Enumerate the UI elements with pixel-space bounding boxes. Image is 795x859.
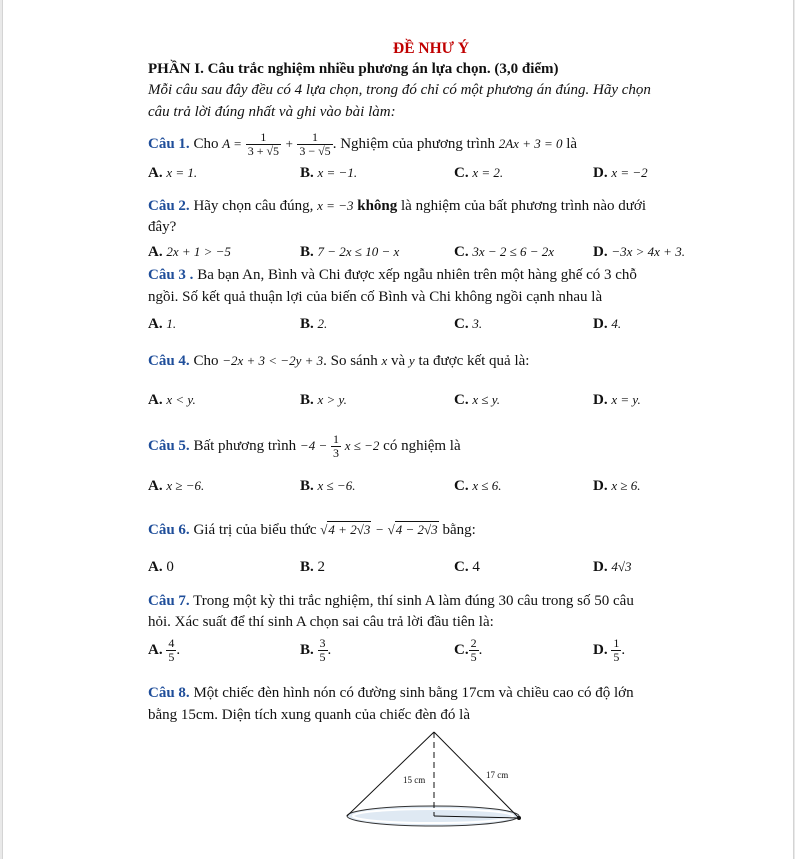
question-label: Câu 8. — [148, 685, 190, 701]
question-8-line-2: bằng 15cm. Diện tích xung quanh của chiếc đèn đó là — [148, 707, 470, 723]
question-7-line-2: hỏi. Xác suất để thí sinh A chọn sai câu trả lời đầu tiên là: — [148, 614, 494, 630]
math-var: x — [381, 353, 388, 368]
question-text: bằng: — [442, 522, 476, 538]
option-d[interactable]: D. −3x > 4x + 3. — [593, 244, 685, 260]
fraction: $\frac{1}{3 + √5}$ — [247, 130, 280, 158]
option-d[interactable]: D. $\frac{1}{5}$ . — [593, 636, 626, 664]
height-label: 15 cm — [403, 775, 426, 785]
question-label: Câu 2. — [148, 198, 190, 214]
option-c[interactable]: C. 3x − 2 ≤ 6 − 2x — [454, 244, 555, 260]
option-d[interactable]: D. x ≥ 6. — [593, 478, 641, 494]
question-text: Bất phương trình — [193, 437, 297, 454]
question-8 — [148, 684, 634, 702]
instruction-line-2: câu trả lời đúng nhất và ghi vào bài làm: — [148, 104, 396, 120]
question-text: là — [566, 135, 578, 152]
question-text: Giá trị của biểu thức — [193, 522, 317, 538]
radical: √4 − 2√3 — [387, 522, 438, 537]
option-c[interactable]: C. x ≤ 6. — [454, 478, 502, 494]
question-5 — [148, 433, 461, 460]
question-text: Hãy chọn câu đúng, — [193, 198, 314, 214]
option-a[interactable]: A. x ≥ −6. — [148, 478, 205, 494]
fraction: $\frac{1}{3 - √5}$ — [299, 130, 331, 158]
option-a[interactable]: A. x = 1. — [148, 165, 198, 181]
cone-slant-left — [347, 732, 434, 816]
math-operator: − — [375, 522, 384, 537]
option-c[interactable]: C. x ≤ y. — [454, 392, 501, 408]
option-b[interactable]: B. x = −1. — [300, 165, 358, 181]
question-text: ta được kết quả là: — [418, 353, 530, 369]
question-text: có nghiệm là — [383, 437, 461, 454]
section-heading: PHẦN I. Câu trắc nghiệm nhiều phương án lựa chọn. (3,0 điểm) — [148, 61, 559, 77]
document-page — [2, 0, 794, 859]
cone-figure — [338, 728, 548, 828]
option-c[interactable]: C. x = 2. — [454, 165, 504, 181]
question-label: Câu 1. — [148, 135, 190, 152]
option-a[interactable]: A. 2x + 1 > −5 — [148, 244, 231, 260]
option-a[interactable]: A. 0 — [148, 559, 174, 575]
question-label: Câu 7. — [148, 593, 190, 609]
option-d[interactable]: D. x = −2 — [593, 165, 648, 181]
option-a[interactable]: A. 1. — [148, 316, 177, 332]
math-operator: + — [284, 135, 294, 151]
question-3-line-2: ngồi. Số kết quả thuận lợi của biến cố Bình và Chi không ngồi cạnh nhau là — [148, 289, 603, 305]
question-2-line-2: đây? — [148, 219, 177, 235]
question-label: Câu 3 . — [148, 267, 194, 283]
math-var: y — [408, 353, 415, 368]
question-7 — [148, 592, 634, 610]
question-text: là nghiệm của bất phương trình nào dưới — [401, 198, 647, 214]
option-b[interactable]: B. x > y. — [300, 392, 347, 408]
fraction: $\frac{1}{3}$ — [332, 432, 339, 460]
question-text: Ba bạn An, Bình và Chi được xếp ngẫu nhiên trên một hàng ghế có 3 chỗ — [197, 267, 637, 283]
question-text: Trong một kỳ thi trắc nghiệm, thí sinh A làm đúng 30 câu trong số 50 câu — [193, 593, 634, 609]
option-c[interactable]: C. $\frac{2}{5}$ . — [454, 636, 483, 664]
question-text: Cho — [193, 135, 219, 152]
question-3 — [148, 266, 637, 284]
question-label: Câu 6. — [148, 522, 190, 538]
question-1 — [148, 131, 577, 158]
question-text: Cho — [193, 353, 219, 369]
exam-title: ĐỀ NHƯ Ý — [393, 40, 470, 57]
math-expr: A = — [222, 135, 242, 151]
question-text: và — [390, 353, 406, 369]
question-2 — [148, 197, 646, 215]
option-b[interactable]: B. $\frac{3}{5}$ . — [300, 636, 332, 664]
question-label: Câu 4. — [148, 353, 190, 369]
question-text: . Nghiệm của phương trình — [332, 135, 495, 152]
math-expr: −2x + 3 < −2y + 3 — [222, 353, 324, 368]
option-b[interactable]: B. x ≤ −6. — [300, 478, 356, 494]
option-a[interactable]: A. $\frac{4}{5}$ . — [148, 636, 181, 664]
slant-label: 17 cm — [486, 770, 509, 780]
question-4 — [148, 352, 529, 370]
option-a[interactable]: A. x < y. — [148, 392, 196, 408]
question-6 — [148, 521, 476, 539]
question-text: . So sánh — [323, 353, 378, 369]
option-b[interactable]: B. 2 — [300, 559, 326, 575]
option-d[interactable]: D. 4√3 — [593, 559, 632, 575]
question-label: Câu 5. — [148, 437, 190, 454]
radical: √4 + 2√3 — [320, 522, 371, 537]
option-c[interactable]: C. 3. — [454, 316, 483, 332]
option-b[interactable]: B. 2. — [300, 316, 328, 332]
option-d[interactable]: D. 4. — [593, 316, 622, 332]
option-b[interactable]: B. 7 − 2x ≤ 10 − x — [300, 244, 400, 260]
math-expr: −4 − — [299, 437, 328, 453]
instruction-line-1: Mỗi câu sau đây đều có 4 lựa chọn, trong đó chỉ có một phương án đúng. Hãy chọn — [148, 82, 651, 98]
option-c[interactable]: C. 4 — [454, 559, 480, 575]
option-d[interactable]: D. x = y. — [593, 392, 641, 408]
math-expr: x ≤ −2 — [344, 437, 380, 453]
question-text: Một chiếc đèn hình nón có đường sinh bằng 17cm và chiều cao có độ lớn — [193, 685, 634, 701]
math-expr: x = −3 — [317, 198, 354, 213]
emphasis: không — [357, 198, 398, 214]
math-expr: 2Ax + 3 = 0 — [498, 135, 563, 151]
